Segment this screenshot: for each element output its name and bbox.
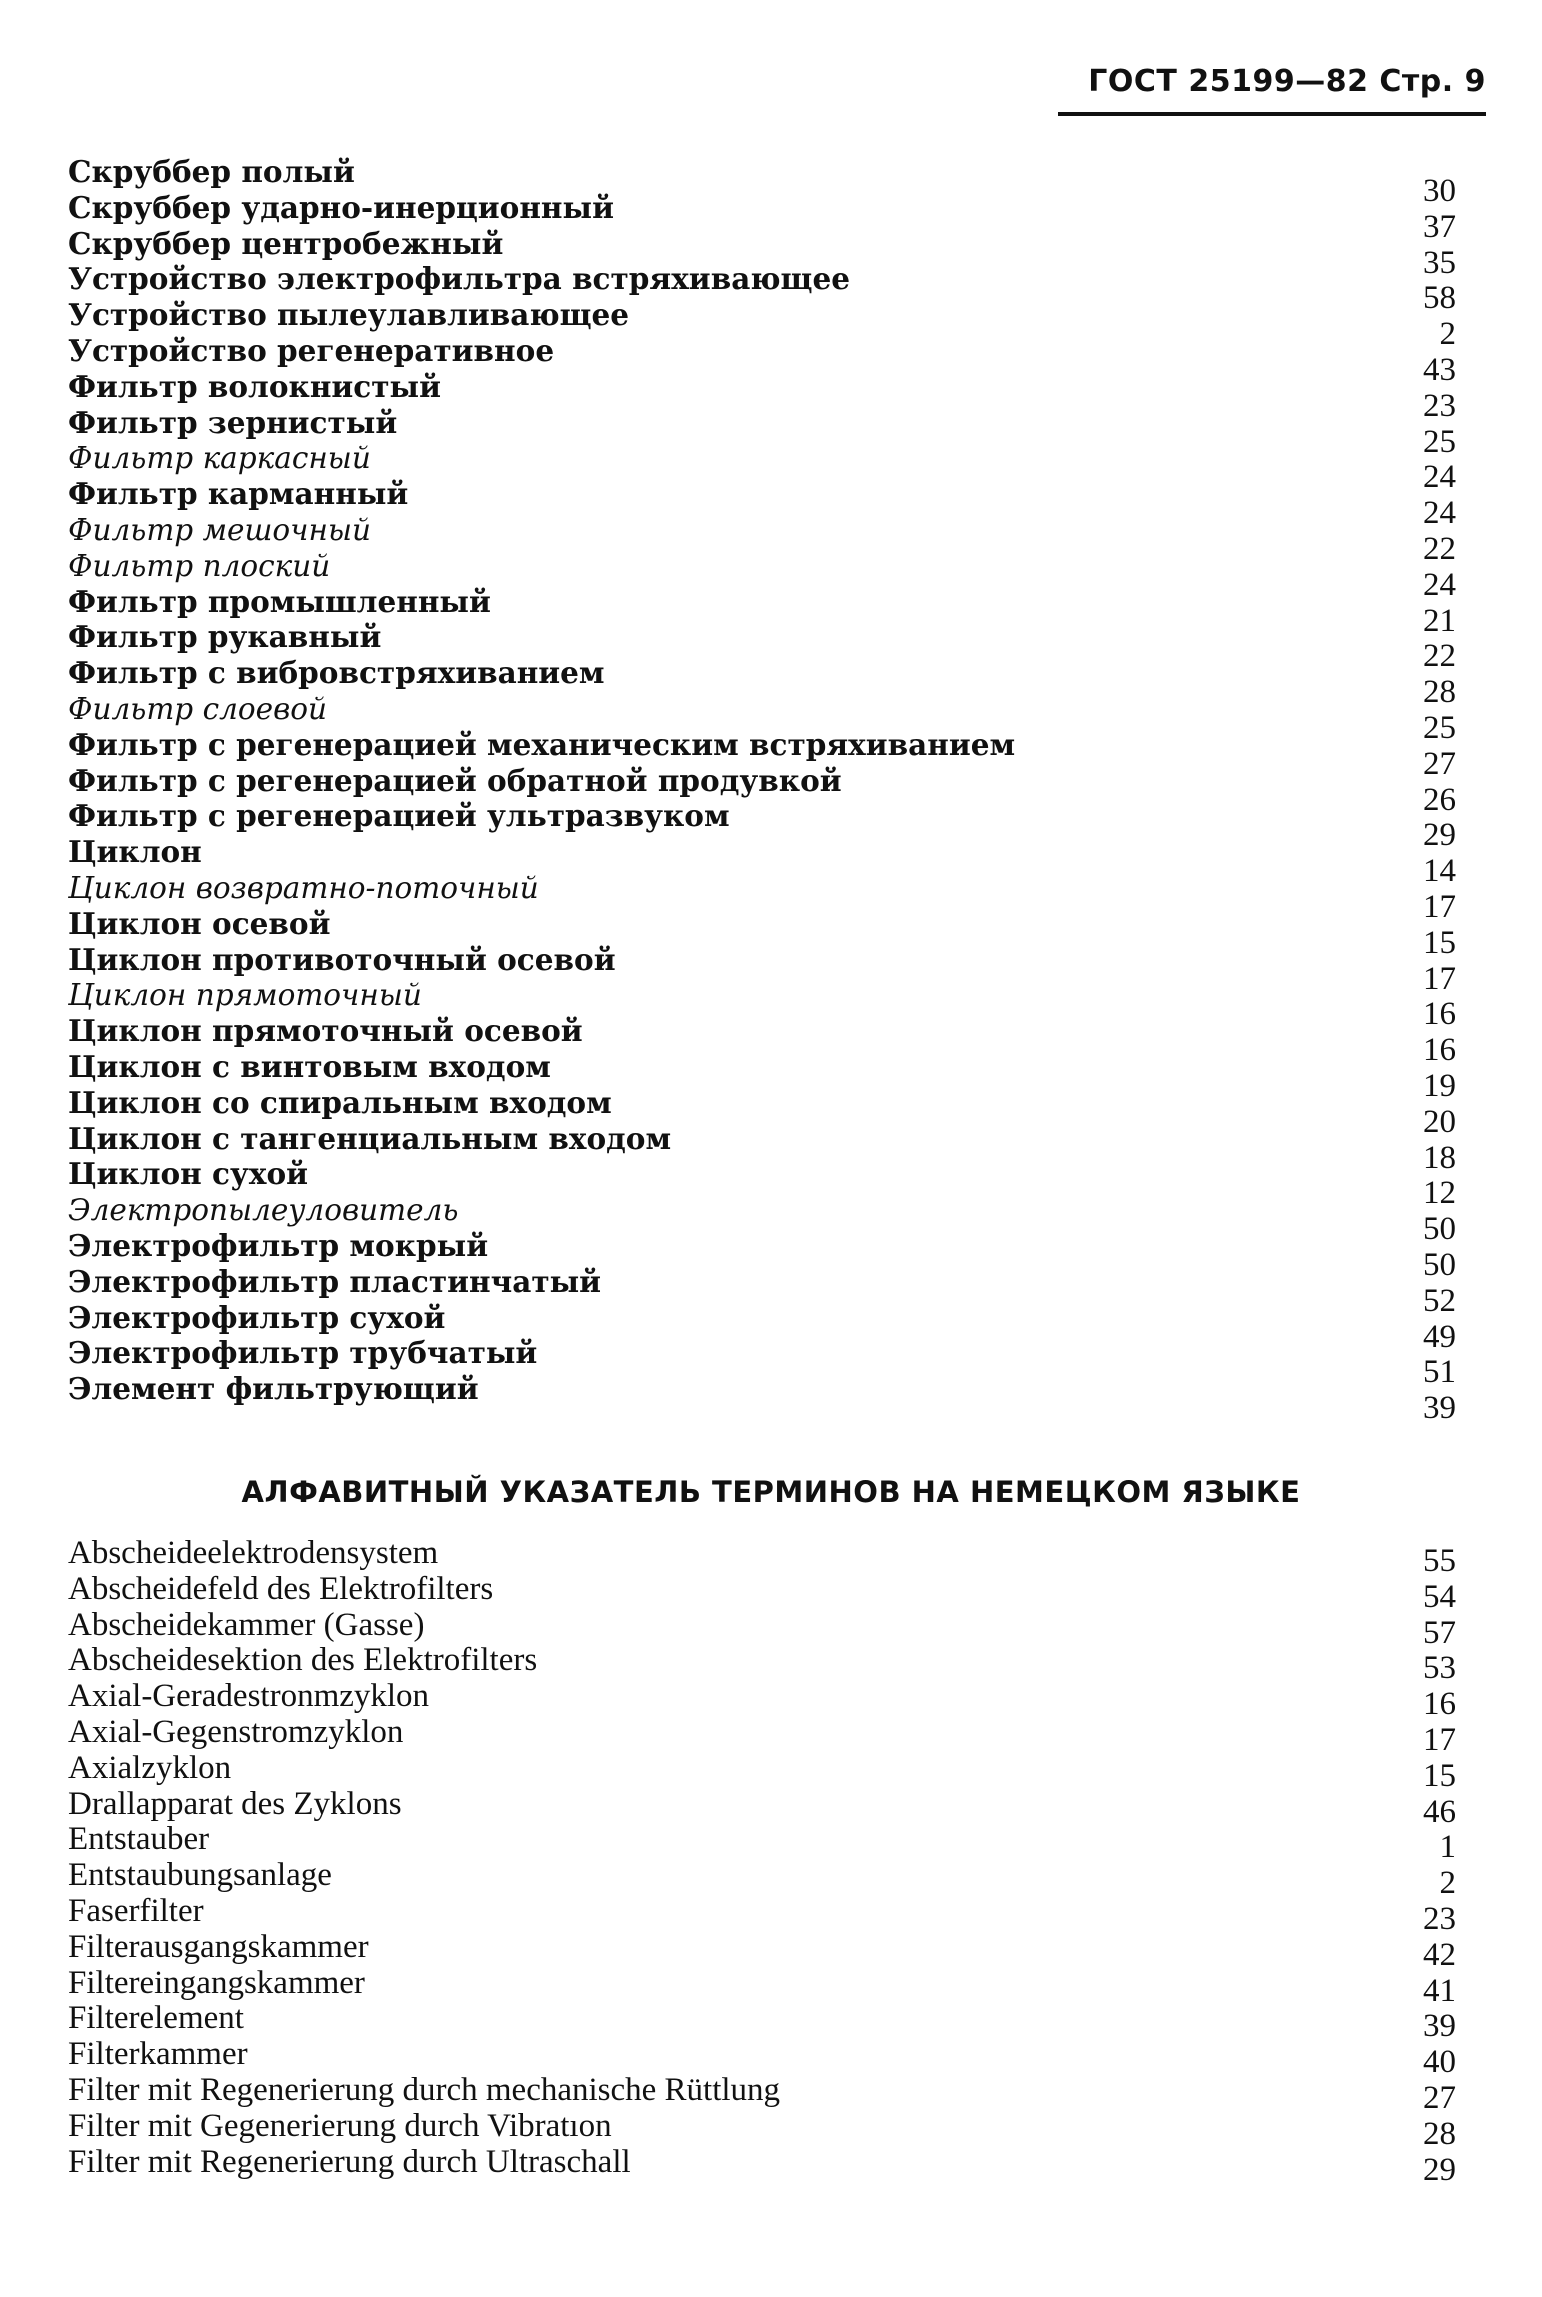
index-term: Фильтр мешочный xyxy=(68,512,371,547)
index-page-number: 50 xyxy=(1423,1246,1456,1283)
page-header xyxy=(1056,62,1486,102)
index-term: Axial-Gegenstromzyklon xyxy=(68,1713,404,1750)
index-page-number: 12 xyxy=(1423,1175,1456,1212)
index-term: Drallapparat des Zyklons xyxy=(68,1785,402,1822)
index-entry xyxy=(68,2107,1456,2152)
index-page-number: 16 xyxy=(1423,996,1456,1033)
index-term: Циклон возвратно-поточный xyxy=(68,870,539,905)
index-page-number: 51 xyxy=(1423,1354,1456,1391)
index-page-number: 50 xyxy=(1423,1211,1456,1248)
header-rule xyxy=(1058,112,1486,116)
index-term: Циклон с тангенциальным входом xyxy=(68,1120,672,1156)
index-term: Фильтр с вибровстряхиванием xyxy=(68,655,605,691)
index-page-number: 24 xyxy=(1423,566,1456,603)
index-page-number: 54 xyxy=(1423,1578,1456,1615)
index-page-number: 2 xyxy=(1439,1865,1456,1902)
index-entry xyxy=(68,1371,1456,1427)
index-entry xyxy=(68,1642,1456,1687)
index-term: Axial-Geradestronmzyklon xyxy=(68,1678,430,1715)
index-page-number: 39 xyxy=(1423,2008,1456,2045)
index-page-number: 46 xyxy=(1423,1793,1456,1830)
index-page-number: 42 xyxy=(1423,1936,1456,1973)
index-term: Filterausgangskammer xyxy=(68,1928,369,1965)
index-page-number: 26 xyxy=(1423,781,1456,818)
index-page-number: 27 xyxy=(1423,2079,1456,2116)
index-term: Filter mit Regenerierung durch mechanische Rüttlung xyxy=(68,2071,781,2108)
index-term: Электропылеуловитель xyxy=(68,1193,459,1228)
index-page-number: 22 xyxy=(1423,638,1456,675)
index-entry xyxy=(68,1964,1456,2009)
index-page-number: 40 xyxy=(1423,2044,1456,2081)
index-entry xyxy=(68,1821,1456,1866)
index-entry xyxy=(68,1570,1456,1615)
index-term: Скруббер центробежный xyxy=(68,225,504,261)
index-term: Filterkammer xyxy=(68,2036,248,2073)
index-term: Фильтр с регенерацией ультразвуком xyxy=(68,798,730,834)
index-term: Циклон осевой xyxy=(68,905,331,941)
index-page-number: 17 xyxy=(1423,1721,1456,1758)
index-term: Устройство регенеративное xyxy=(68,332,555,368)
index-page-number: 35 xyxy=(1423,244,1456,281)
index-page-number: 52 xyxy=(1423,1282,1456,1319)
index-term: Электрофильтр мокрый xyxy=(68,1227,489,1263)
index-page-number: 15 xyxy=(1423,1757,1456,1794)
index-term: Циклон противоточный осевой xyxy=(68,941,616,977)
index-term: Скруббер полый xyxy=(68,154,355,189)
index-page-number: 21 xyxy=(1423,602,1456,639)
index-term: Скруббер ударно-инерционный xyxy=(68,189,614,225)
index-page-number: 43 xyxy=(1423,351,1456,388)
index-page-number: 18 xyxy=(1423,1139,1456,1176)
index-page-number: 55 xyxy=(1423,1543,1456,1579)
index-term: Abscheidesektion des Elektrofilters xyxy=(68,1642,538,1679)
index-page-number: 58 xyxy=(1423,280,1456,317)
index-entry xyxy=(68,1535,1456,1579)
index-page-number: 57 xyxy=(1423,1614,1456,1651)
index-term: Устройство пылеулавливающее xyxy=(68,297,630,333)
index-term: Элемент фильтрующий xyxy=(68,1371,479,1407)
index-entry xyxy=(68,1928,1456,1973)
index-page-number: 30 xyxy=(1423,173,1456,209)
index-term: Filter mit Regenerierung durch Ultraschall xyxy=(68,2143,631,2180)
index-term: Циклон сухой xyxy=(68,1156,309,1192)
russian-term-index xyxy=(68,154,1456,1427)
index-page-number: 22 xyxy=(1423,530,1456,567)
index-term: Filter mit Gegenerierung durch Vibratıon xyxy=(68,2107,612,2144)
index-page-number: 24 xyxy=(1423,459,1456,496)
index-entry xyxy=(68,1678,1456,1723)
section-title: АЛФАВИТНЫЙ УКАЗАТЕЛЬ ТЕРМИНОВ НА НЕМЕЦКОМ ЯЗЫКЕ xyxy=(241,1475,1301,1509)
index-term: Faserfilter xyxy=(68,1892,204,1929)
index-entry xyxy=(68,1713,1456,1758)
index-page-number: 25 xyxy=(1423,423,1456,460)
index-entry xyxy=(68,1785,1456,1830)
index-entry xyxy=(68,1857,1456,1902)
index-page-number: 19 xyxy=(1423,1067,1456,1104)
index-page-number: 29 xyxy=(1423,817,1456,854)
index-term: Циклон прямоточный осевой xyxy=(68,1013,583,1049)
index-page-number: 16 xyxy=(1423,1032,1456,1069)
index-page-number: 25 xyxy=(1423,709,1456,746)
index-term: Фильтр карманный xyxy=(68,476,409,512)
index-page-number: 23 xyxy=(1423,1900,1456,1937)
index-entry xyxy=(68,1606,1456,1651)
index-page-number: 17 xyxy=(1423,960,1456,997)
index-term: Фильтр каркасный xyxy=(68,441,371,476)
index-term: Устройство электрофильтра встряхивающее xyxy=(68,261,851,297)
index-page-number: 39 xyxy=(1423,1390,1456,1427)
index-entry xyxy=(68,1749,1456,1794)
index-entry xyxy=(68,1892,1456,1937)
index-page-number: 24 xyxy=(1423,495,1456,532)
index-entry xyxy=(68,2000,1456,2045)
index-term: Abscheidefeld des Elektrofilters xyxy=(68,1570,494,1607)
index-entry xyxy=(68,2036,1456,2081)
index-entry xyxy=(68,2071,1456,2116)
index-term: Циклон прямоточный xyxy=(68,978,422,1013)
index-page-number: 2 xyxy=(1439,316,1456,353)
index-term: Циклон с винтовым входом xyxy=(68,1048,551,1084)
index-term: Циклон xyxy=(68,834,202,870)
index-term: Фильтр с регенерацией механическим встряхиванием xyxy=(68,726,1016,762)
index-term: Фильтр волокнистый xyxy=(68,368,441,404)
index-term: Filterelement xyxy=(68,2000,244,2037)
german-term-index xyxy=(68,1535,1456,2188)
index-entry xyxy=(68,2143,1456,2188)
index-term: Abscheideelektrodensystem xyxy=(68,1535,439,1571)
index-term: Entstauber xyxy=(68,1821,210,1858)
index-term: Фильтр промышленный xyxy=(68,583,491,619)
index-term: Циклон со спиральным входом xyxy=(68,1084,612,1120)
index-page-number: 15 xyxy=(1423,924,1456,961)
index-term: Фильтр слоевой xyxy=(68,691,328,726)
index-page-number: 1 xyxy=(1439,1829,1456,1866)
index-page-number: 28 xyxy=(1423,2115,1456,2152)
index-term: Axialzyklon xyxy=(68,1749,232,1786)
index-page-number: 16 xyxy=(1423,1686,1456,1723)
index-page-number: 49 xyxy=(1423,1318,1456,1355)
index-term: Электрофильтр сухой xyxy=(68,1299,446,1335)
index-page-number: 14 xyxy=(1423,853,1456,890)
index-term: Фильтр рукавный xyxy=(68,619,382,655)
index-page-number: 27 xyxy=(1423,745,1456,782)
index-term: Abscheidekammer (Gasse) xyxy=(68,1606,425,1643)
index-term: Filtereingangskammer xyxy=(68,1964,365,2001)
index-page-number: 17 xyxy=(1423,888,1456,925)
index-term: Электрофильтр пластинчатый xyxy=(68,1263,602,1299)
index-term: Фильтр зернистый xyxy=(68,404,398,440)
index-page-number: 20 xyxy=(1423,1103,1456,1140)
index-page-number: 28 xyxy=(1423,674,1456,711)
index-term: Фильтр с регенерацией обратной продувкой xyxy=(68,762,842,798)
index-page-number: 37 xyxy=(1423,208,1456,245)
index-page-number: 23 xyxy=(1423,387,1456,424)
index-term: Entstaubungsanlage xyxy=(68,1857,332,1894)
index-page-number: 53 xyxy=(1423,1650,1456,1687)
index-page-number: 41 xyxy=(1423,1972,1456,2009)
header-title: ГОСТ 25199—82 Стр. 9 xyxy=(1088,64,1486,99)
index-page-number: 29 xyxy=(1423,2151,1456,2188)
index-term: Электрофильтр трубчатый xyxy=(68,1335,538,1371)
index-term: Фильтр плоский xyxy=(68,548,331,583)
